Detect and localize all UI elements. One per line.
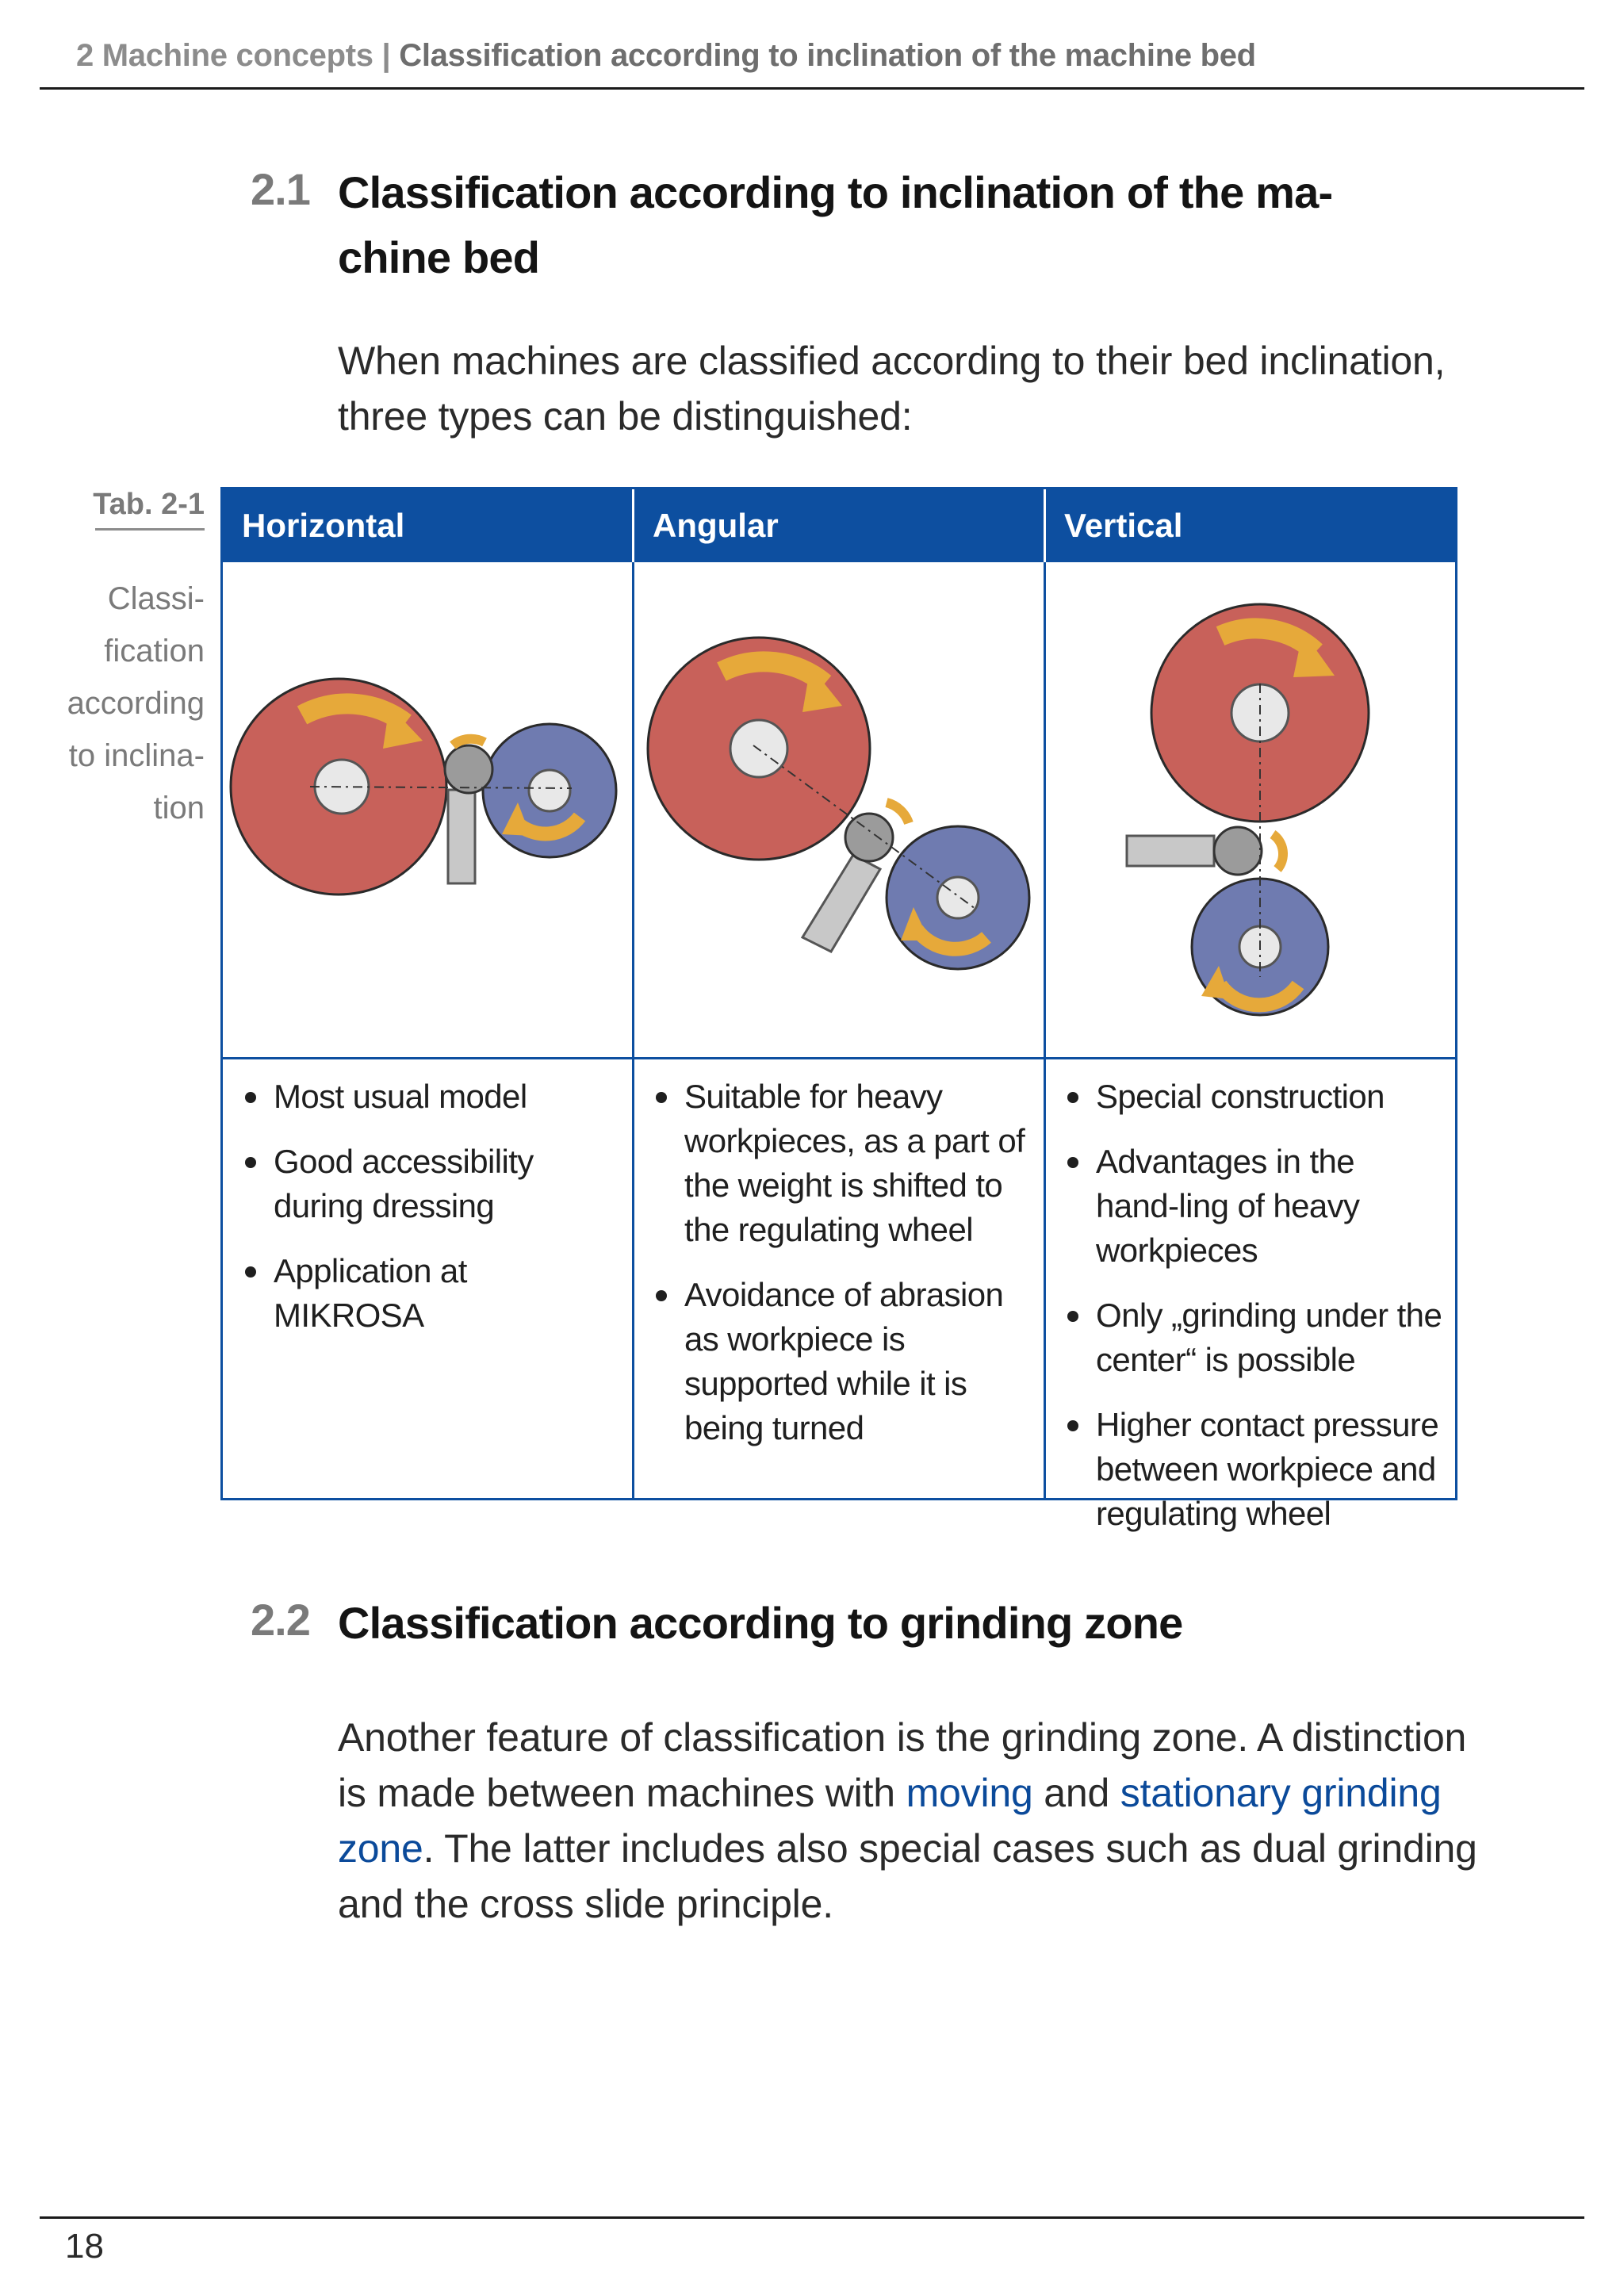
section-1-title-line2: chine bed [338, 232, 540, 282]
bullet-item: Most usual model [237, 1075, 618, 1119]
horizontal-diagram [223, 565, 632, 1057]
column-header-vertical: Vertical [1064, 507, 1183, 544]
section-2-title: Classification according to grinding zone [338, 1598, 1183, 1648]
work-rest-blade [448, 790, 475, 883]
work-rest-blade [802, 855, 880, 952]
section-1-title [338, 160, 1332, 290]
rotation-arrow [887, 803, 909, 823]
vertical-bullet-list [1059, 1075, 1444, 1557]
bullet-item: Good accessibility during dressing [237, 1140, 618, 1228]
table-caption [32, 573, 205, 834]
bullet-item: Only „grinding under the center“ is possible [1059, 1293, 1444, 1382]
work-rest-blade [1127, 836, 1214, 866]
section-1-intro-line2: three types can be distinguished: [338, 394, 913, 439]
section-1-number: 2.1 [251, 164, 310, 214]
stationary-grinding-zone-link[interactable]: stationary grinding [1120, 1771, 1442, 1815]
header-chapter: 2 Machine concepts [76, 38, 373, 73]
column-header-horizontal: Horizontal [242, 507, 405, 544]
table-label-rule [95, 528, 205, 531]
bullet-item: Application at MIKROSA [237, 1249, 618, 1338]
column-header-angular: Angular [653, 507, 779, 544]
vertical-diagram [1046, 565, 1455, 1057]
table-caption-line: fication [104, 634, 205, 668]
header-divider [1044, 489, 1046, 562]
moving-link[interactable]: moving [906, 1771, 1033, 1815]
section-2-number: 2.2 [251, 1595, 310, 1645]
vertical-machine-illustration [1046, 565, 1455, 1057]
regulating-wheel-hub [937, 877, 979, 918]
paragraph-line [338, 1821, 1477, 1876]
header-title: Classification according to inclination of the machine bed [399, 38, 1256, 73]
bullet-item: Special construction [1059, 1075, 1444, 1119]
bullet-item: Avoidance of abrasion as workpiece is supported while it is being turned [648, 1273, 1032, 1450]
bullet-item: Suitable for heavy workpieces, as a part of the weight is shifted to the regulating wheel [648, 1075, 1032, 1252]
angular-machine-illustration [634, 565, 1044, 1057]
table-label: Tab. 2-1 [93, 488, 205, 521]
footer-rule [40, 2216, 1584, 2219]
text-span: . The latter includes also special cases such as dual grinding [423, 1826, 1477, 1871]
workpiece [445, 745, 492, 793]
running-header [76, 38, 1256, 74]
paragraph-line [338, 1765, 1477, 1821]
page-number: 18 [65, 2227, 104, 2266]
table-caption-line: to inclina- [68, 738, 205, 773]
horizontal-bullet-list [237, 1075, 618, 1358]
angular-diagram [634, 565, 1044, 1057]
classification-table [220, 487, 1457, 1532]
text-span: is made between machines with [338, 1771, 906, 1815]
header-rule [40, 87, 1584, 90]
workpiece [845, 814, 893, 861]
section-1-intro-line1: When machines are classified according to their bed inclination, [338, 339, 1446, 383]
regulating-wheel-hub [529, 770, 570, 811]
section-1-intro [338, 333, 1445, 444]
table-caption-line: tion [153, 791, 205, 826]
horizontal-machine-illustration [223, 565, 632, 1057]
bullet-item: Higher contact pressure between workpiece and regulating wheel [1059, 1403, 1444, 1536]
row-divider [223, 1057, 1455, 1059]
table-caption-line: according [67, 686, 205, 721]
table-caption-line: Classi- [107, 581, 205, 616]
paragraph-line: Another feature of classification is the grinding zone. A distinction [338, 1715, 1467, 1760]
stationary-grinding-zone-link-continued[interactable]: zone [338, 1826, 423, 1871]
bullet-item: Advantages in the hand-ling of heavy workpieces [1059, 1140, 1444, 1273]
section-1-title-line1: Classification according to inclination of the ma- [338, 167, 1333, 217]
angular-bullet-list [648, 1075, 1032, 1471]
paragraph-line: and the cross slide principle. [338, 1882, 833, 1926]
text-span: and [1032, 1771, 1120, 1815]
header-divider [632, 489, 634, 562]
header-separator: | [381, 38, 391, 73]
rotation-arrow [1273, 834, 1283, 869]
section-2-paragraph [338, 1710, 1477, 1932]
workpiece [1214, 827, 1262, 875]
